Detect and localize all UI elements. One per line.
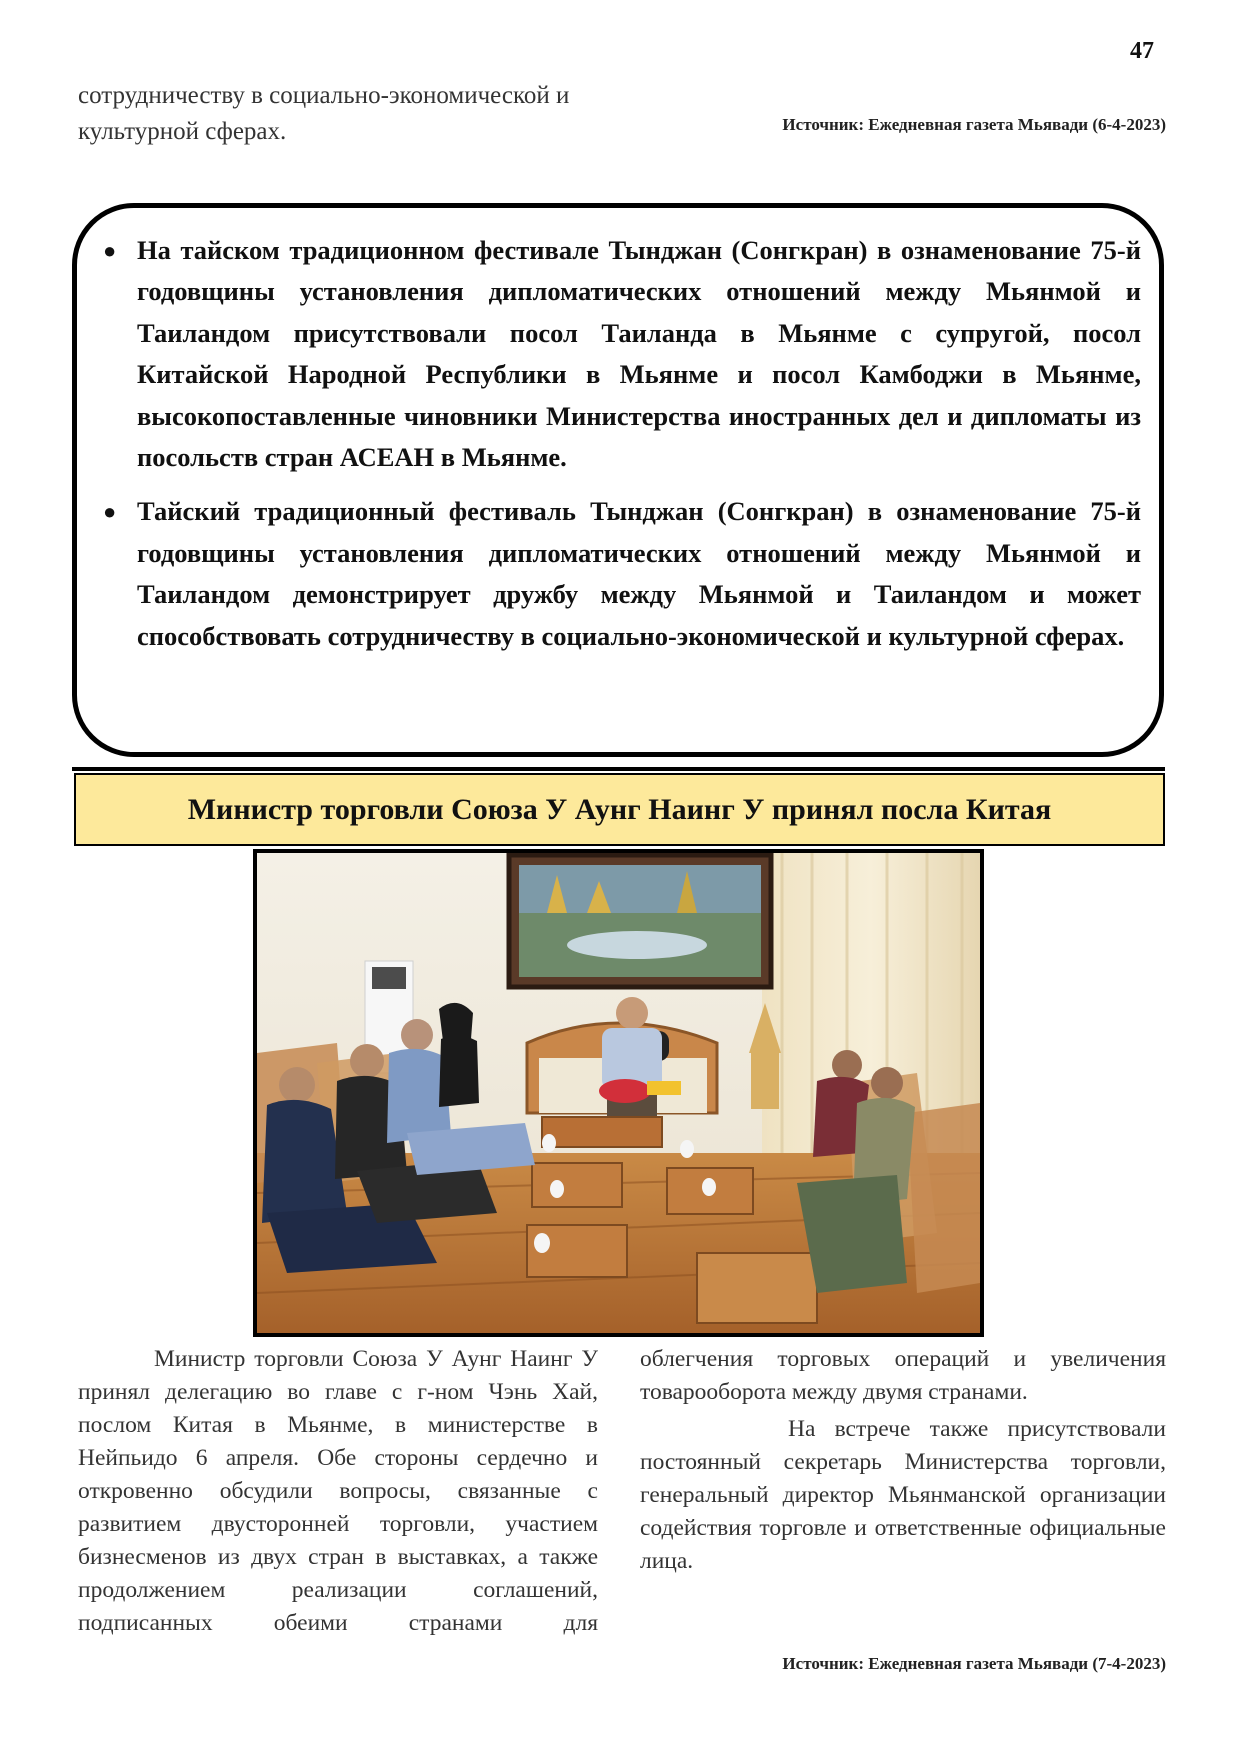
article-column-right [640,1343,1166,1578]
source-citation-2: Источник: Ежедневная газета Мьявади (7-4-2023) [782,1654,1166,1673]
summary-item-text: Тайский традиционный фестиваль Тынджан (Сонгкран) в ознаменование 75-й годовщины установления дипломатических отношений между Мьянмой и Таиландом демонстрирует дружбу между Мьянмой и Таиландом и может способствовать сотрудничеству в социально-экономической и культурной сферах. [137,496,1141,651]
summary-item [103,230,1141,478]
source-citation-1: Источник: Ежедневная газета Мьявади (6-4-2023) [782,115,1166,134]
article-title: Министр торговли Союза У Аунг Наинг У принял посла Китая [187,792,1052,826]
meeting-photo-illustration [257,853,980,1333]
summary-list [103,230,1141,657]
summary-item [103,491,1141,657]
article-paragraph: На встрече также присутствовали постоянный секретарь Министерства торговли, генеральный директор Мьянманской организации содействия торговле и ответственные официальные лица. [640,1416,1166,1574]
article-paragraph: Министр торговли Союза У Аунг Наинг У принял делегацию во главе с г-ном Чэнь Хай, послом Китая в Мьянме, в министерстве в Нейпьидо 6 апреля. Обе стороны сердечно и откровенно обсудили вопросы, связанные с развитием двусторонней торговли, участием бизнесменов из двух стран в выставках, а также продолжением реализации соглашений, подписанных обеими странами для [78,1346,598,1636]
article-column-left [78,1343,598,1640]
article-paragraph: облегчения торговых операций и увеличения товарооборота между двумя странами. [640,1346,1166,1405]
bullet-icon: ● [103,238,117,263]
summary-box [72,203,1164,757]
bullet-icon: ● [103,499,117,525]
page-number: 47 [1130,38,1154,64]
summary-item-text: На тайском традиционном фестивале Тынджан (Сонгкран) в ознаменование 75-й годовщины установления дипломатических отношений между Мьянмой и Таиландом присутствовали посол Таиланда в Мьянме с супругой, посол Китайской Народной Республики в Мьянме и посол Камбоджи в Мьянме, высокопоставленные чиновники Министерства иностранных дел и дипломаты из посольств стран АСЕАН в Мьянме. [137,235,1141,473]
article-title-banner [74,773,1165,846]
meeting-photo [253,849,984,1337]
section-divider [72,767,1165,771]
continued-paragraph: сотрудничеству в социально-экономической и культурной сферах. [78,82,570,145]
